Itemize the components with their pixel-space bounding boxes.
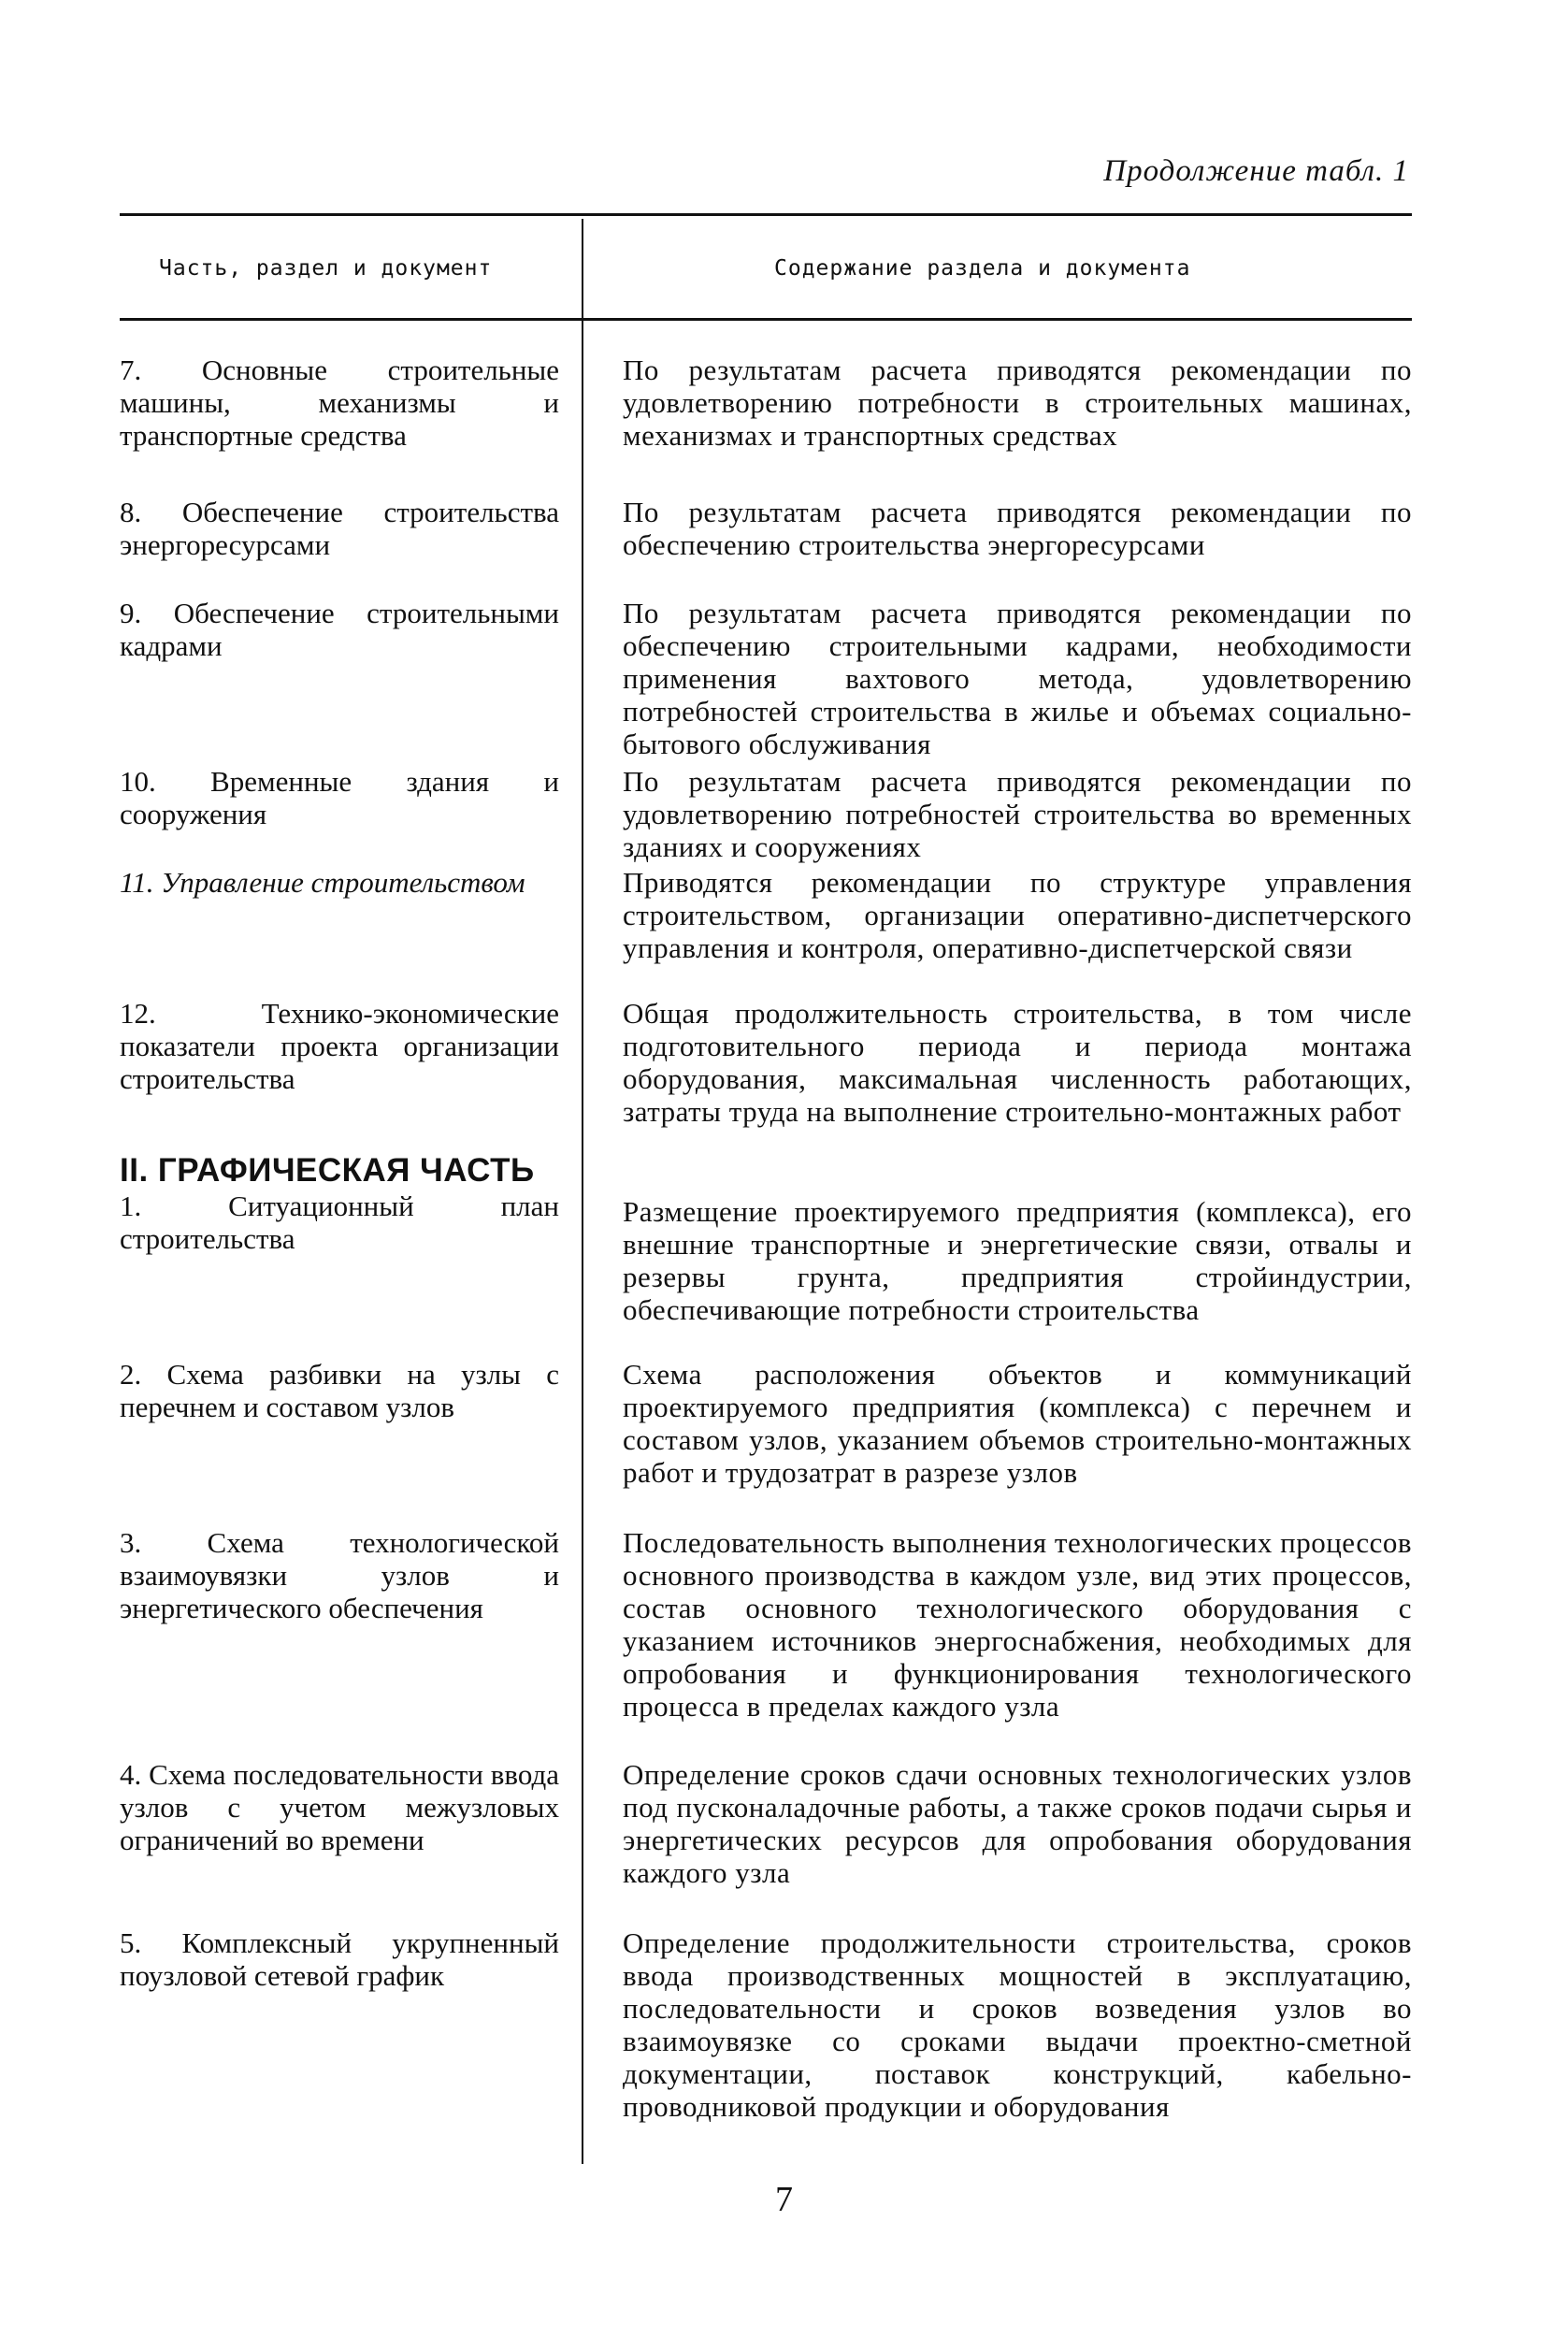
row-part-label: 12. Технико-экономические показатели проекта организации строительства: [120, 997, 559, 1095]
table-header-left: Часть, раздел и документ: [159, 256, 493, 281]
row-content: Определение сроков сдачи основных технологических узлов под пусконаладочные работы, а также сроков подачи сырья и энергетических ресурсов для опробования оборудования каждого узла: [623, 1758, 1412, 1889]
row-content: По результатам расчета приводятся рекомендации по удовлетворению потребностей строительства во временных зданиях и сооружениях: [623, 765, 1412, 863]
row-part-label: 5. Комплексный укрупненный поузловой сетевой график: [120, 1926, 559, 1992]
row-part-label: 2. Схема разбивки на узлы с перечнем и составом узлов: [120, 1358, 559, 1423]
row-content: Схема расположения объектов и коммуникаций проектируемого предприятия (комплекса) с перечнем и составом узлов, указанием объемов строительно-монтажных работ и трудозатрат в разрезе узлов: [623, 1358, 1412, 1489]
row-content: Последовательность выполнения технологических процессов основного производства в каждом узле, вид этих процессов, состав основного технологического оборудования с указанием источников энергоснабжения, необходимых для опробования и функционирования технологического процесса в пределах каждого узла: [623, 1526, 1412, 1723]
table-header-rule: [120, 318, 1412, 321]
row-content: По результатам расчета приводятся рекомендации по обеспечению строительными кадрами, необходимости применения вахтового метода, удовлетворению потребностей строительства в жилье и объемах социально-бытового обслуживания: [623, 597, 1412, 760]
row-content: Определение продолжительности строительства, сроков ввода производственных мощностей в эксплуатацию, последовательности и сроков возведения узлов во взаимоувязке со сроками выдачи проектно-сметной документации, поставок конструкций, кабельно-проводниковой продукции и оборудования: [623, 1926, 1412, 2123]
row-content: По результатам расчета приводятся рекомендации по обеспечению строительства энергоресурсами: [623, 496, 1412, 561]
row-part-label: 3. Схема технологической взаимоувязки узлов и энергетического обеспечения: [120, 1526, 559, 1624]
continuation-title: Продолжение табл. 1: [1103, 154, 1409, 188]
table-header-right: Содержание раздела и документа: [774, 256, 1191, 281]
page-number: 7: [775, 2180, 793, 2219]
row-part-label: 1. Ситуационный план строительства: [120, 1190, 559, 1255]
row-part-label: 8. Обеспечение строительства энергоресурсами: [120, 496, 559, 561]
row-content: Размещение проектируемого предприятия (комплекса), его внешние транспортные и энергетические связи, отвалы и резервы грунта, предприятия стройиндустрии, обеспечивающие потребности строительства: [623, 1195, 1412, 1326]
section-heading: II. ГРАФИЧЕСКАЯ ЧАСТЬ: [120, 1152, 535, 1189]
row-part-label: 10. Временные здания и сооружения: [120, 765, 559, 830]
row-part-label: 11. Управление строительством: [120, 866, 525, 899]
row-content: Общая продолжительность строительства, в том числе подготовительного периода и периода монтажа оборудования, максимальная численность работающих, затраты труда на выполнение строительно-монтажных работ: [623, 997, 1412, 1128]
table-column-divider: [582, 219, 583, 2164]
table-top-rule: [120, 213, 1412, 216]
row-content: По результатам расчета приводятся рекомендации по удовлетворению потребности в строительных машинах, механизмах и транспортных средствах: [623, 353, 1412, 452]
row-part-label: 4. Схема последовательности ввода узлов с учетом межузловых ограничений во времени: [120, 1758, 559, 1856]
row-part-label: 9. Обеспечение строительными кадрами: [120, 597, 559, 662]
row-part-label: 7. Основные строительные машины, механизмы и транспортные средства: [120, 353, 559, 452]
row-content: Приводятся рекомендации по структуре управления строительством, организации оперативно-диспетчерского управления и контроля, оперативно-диспетчерской связи: [623, 866, 1412, 964]
